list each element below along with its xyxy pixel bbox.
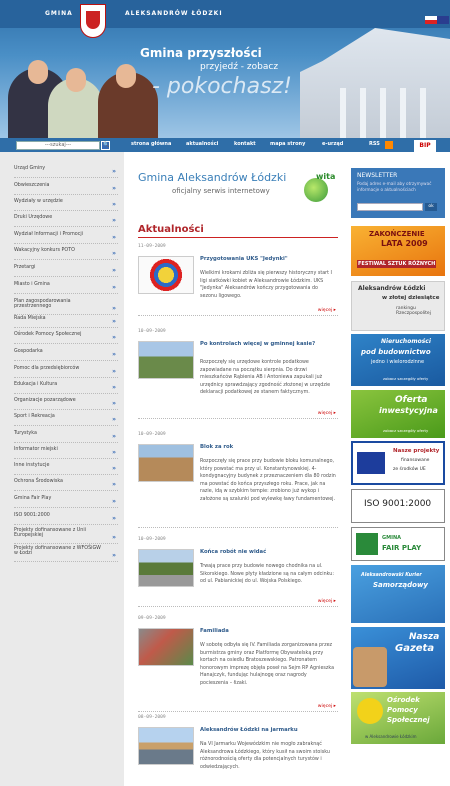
sidebar-item[interactable] <box>14 382 118 394</box>
sidebar-item[interactable] <box>14 463 118 475</box>
header <box>0 0 450 138</box>
news-date: 08-09-2009 <box>138 715 166 720</box>
bip-logo[interactable]: BIP <box>414 140 436 152</box>
sidebar-item-label: Projekty dofinansowane z WFOŚiGW w Łodzi <box>14 546 101 556</box>
promo-text: ze środków UE <box>393 467 426 472</box>
promo-text: Nasze projekty <box>393 448 440 454</box>
header-photo-people <box>8 60 168 138</box>
news-item <box>138 329 338 419</box>
promo-iso[interactable] <box>351 489 445 523</box>
double-chevron-right-icon: » <box>112 552 116 559</box>
sidebar-item[interactable] <box>14 414 118 426</box>
news-thumbnail[interactable] <box>138 628 194 666</box>
news-more-link[interactable]: więcej ▸ <box>318 308 336 313</box>
news-date: 09-09-2009 <box>138 616 166 621</box>
sidebar-item[interactable] <box>14 215 118 227</box>
news-item <box>138 537 338 611</box>
nav-home[interactable]: strona główna <box>131 141 172 147</box>
double-chevron-right-icon: » <box>112 465 116 472</box>
news-heading: Aktualności <box>138 224 204 235</box>
sidebar-item-label: Druki Urzędowe <box>14 215 53 220</box>
sidebar-item[interactable] <box>14 199 118 211</box>
header-gmina: GMINA <box>45 10 73 17</box>
rss-icon[interactable] <box>385 141 393 149</box>
sidebar-item[interactable] <box>14 496 118 508</box>
double-chevron-right-icon: » <box>112 168 116 175</box>
sidebar-item[interactable] <box>14 299 118 315</box>
sidebar-item[interactable] <box>14 349 118 361</box>
sidebar-item[interactable] <box>14 398 118 410</box>
sidebar-item[interactable] <box>14 282 118 294</box>
sidebar-item[interactable] <box>14 479 118 491</box>
sidebar-item-label: Pomoc dla przedsiębiorców <box>14 366 80 371</box>
news-thumbnail[interactable] <box>138 256 194 294</box>
sidebar-item[interactable] <box>14 232 118 244</box>
promo-text: zobacz szczegóły oferty <box>383 376 429 381</box>
promo-text: FAIR PLAY <box>382 544 422 552</box>
promo-text: Społecznej <box>387 716 430 724</box>
double-chevron-right-icon: » <box>112 481 116 488</box>
promo-text: GMINA <box>382 535 401 541</box>
promo-text: Oferta <box>395 395 428 405</box>
nav-rss[interactable]: RSS <box>369 141 380 147</box>
news-thumbnail[interactable] <box>138 727 194 765</box>
sidebar-item-label: Urząd Gminy <box>14 166 46 171</box>
sidebar-item-label: Edukacja i Kultura <box>14 382 58 387</box>
news-title[interactable]: Familiada <box>200 628 229 634</box>
promo-text: ISO 9001:2000 <box>364 499 432 509</box>
header-photo-building <box>300 28 450 138</box>
nav-contact[interactable]: kontakt <box>234 141 256 147</box>
sidebar-item-label: Wydział Informacji i Promocji <box>14 232 84 237</box>
sidebar-item-label: Sport i Rekreacja <box>14 414 55 419</box>
double-chevron-right-icon: » <box>112 305 116 312</box>
news-text: W sobotę odbyła się IV. Familiada zorganizowana przez burmistrza gminy oraz Platformę Obywatelską przy kortach na osiedlu Bratoszewskiego. Patronatem honorowym imprezę objęła poseł na Sejm RP Agnieszka Hanajczyk, fundując hulajnogę oraz nagrody pocieszenia – łizaki. <box>200 643 335 686</box>
sidebar-item-label: Miasto i Gmina <box>14 282 50 287</box>
slogan-big: - pokochasz! <box>152 74 292 99</box>
promo-text: pod budownictwo <box>361 348 431 356</box>
sidebar-item-label: Informator miejski <box>14 447 58 452</box>
sidebar-item-label: Projekty dofinansowane z Unii Europejskiej <box>14 528 87 538</box>
coat-of-arms-icon[interactable] <box>80 4 106 38</box>
sidebar-item-label: Obwieszczenia <box>14 183 50 188</box>
promo-fair-play[interactable] <box>351 527 445 561</box>
promo-nasza-gazeta[interactable] <box>351 627 445 689</box>
sidebar-item-label: Ochrona Środowiska <box>14 479 63 484</box>
banner-wita: wita <box>316 172 336 181</box>
promo-text: LATA 2009 <box>381 239 428 248</box>
promo-text: Aleksandrowski Kurier <box>361 573 422 578</box>
news-more-link[interactable]: więcej ▸ <box>318 599 336 604</box>
newsletter-title: NEWSLETTER <box>357 172 398 179</box>
news-thumbnail[interactable] <box>138 549 194 587</box>
news-date: 11-09-2009 <box>138 244 166 249</box>
sidebar-item[interactable] <box>14 166 118 178</box>
search-button[interactable] <box>101 141 110 150</box>
newsletter-email-input[interactable] <box>357 203 423 211</box>
double-chevron-right-icon: » <box>112 400 116 407</box>
newspaper-reader-photo <box>353 647 387 687</box>
news-item <box>138 616 338 708</box>
sidebar-item-label: ISO 9001:2000 <box>14 513 50 518</box>
nav-sitemap[interactable]: mapa strony <box>270 141 306 147</box>
double-chevron-right-icon: » <box>112 384 116 391</box>
newsletter-ok-button[interactable]: ok <box>425 203 437 211</box>
news-item <box>138 244 338 314</box>
sidebar-item[interactable] <box>14 366 118 378</box>
double-chevron-right-icon: » <box>112 284 116 291</box>
double-chevron-right-icon: » <box>112 318 116 325</box>
double-chevron-right-icon: » <box>112 217 116 224</box>
promo-eu-projects[interactable] <box>351 441 445 485</box>
double-chevron-right-icon: » <box>112 334 116 341</box>
globe-icon <box>304 178 328 202</box>
banner-subtitle: oficjalny serwis internetowy <box>172 187 270 195</box>
promo-text: Gazeta <box>395 643 435 654</box>
promo-ranking[interactable] <box>351 281 445 331</box>
flag-en-icon[interactable] <box>437 16 449 24</box>
sidebar-item[interactable] <box>14 316 118 328</box>
double-chevron-right-icon: » <box>112 234 116 241</box>
sidebar-item-label: Inne instytucje <box>14 463 50 468</box>
social-welfare-logo-icon <box>357 698 383 724</box>
news-date: 10-09-2009 <box>138 329 166 334</box>
promo-text: Pomocy <box>387 706 418 714</box>
double-chevron-right-icon: » <box>112 185 116 192</box>
sidebar-item-label: Organizacje pozarządowe <box>14 398 76 403</box>
sidebar-item[interactable] <box>14 332 118 344</box>
fair-play-logo-icon <box>356 533 378 555</box>
double-chevron-right-icon: » <box>112 250 116 257</box>
news-heading-divider <box>138 237 338 238</box>
news-title[interactable]: Po kontrolach więcej w gminnej kasie? <box>200 341 316 347</box>
sidebar-item-label: Gmina Fair Play <box>14 496 52 501</box>
sidebar-item[interactable] <box>14 546 118 562</box>
double-chevron-right-icon: » <box>112 416 116 423</box>
flag-pl-icon[interactable] <box>425 16 437 24</box>
double-chevron-right-icon: » <box>112 201 116 208</box>
news-title[interactable]: Blok za rok <box>200 444 234 450</box>
double-chevron-right-icon: » <box>112 267 116 274</box>
news-thumbnail[interactable] <box>138 341 194 379</box>
news-more-link[interactable]: więcej ▸ <box>318 411 336 416</box>
news-text: Trwają prace przy budowie nowego chodnika na ul. Sikorskiego. Nowe płyty kładzione są na całym odcinku: od ul. Pabianickiej do ul. Wojska Polskiego. <box>200 564 334 584</box>
promo-investment-offer[interactable] <box>351 390 445 438</box>
eu-flag-icon <box>357 452 385 474</box>
promo-text: w złotej dziesiątce <box>382 295 440 301</box>
double-chevron-right-icon: » <box>112 368 116 375</box>
promo-text: inwestycyjna <box>379 406 438 415</box>
newsletter-text: Podaj adres e-mail aby otrzymywać informacje o aktualnościach <box>357 181 432 192</box>
news-date: 10-09-2009 <box>138 537 166 542</box>
sidebar-item[interactable] <box>14 248 118 260</box>
sidebar-item-label: Wydziały w urzędzie <box>14 199 63 204</box>
sidebar-item-label: Wakacyjny konkurs POTO <box>14 248 75 253</box>
promo-local-courier[interactable] <box>351 565 445 623</box>
sidebar-item-label: Rada Miejska <box>14 316 46 321</box>
news-title[interactable]: Końca robót nie widać <box>200 549 267 555</box>
sidebar-item-label: Turystyka <box>14 431 37 436</box>
sidebar-item[interactable] <box>14 183 118 195</box>
news-text: Rozpoczęły się urzędowe kontrole podatkowe zapowiadane na początku sierpnia. Do drzwi mieszkańców Rąbienia AB i Antoniewa zapukali już urzędnicy sprawdzający zgodność złożonej w urzędzie deklaracji podatkowej ze stanem faktycznym. <box>200 360 331 395</box>
sidebar-item[interactable] <box>14 513 118 525</box>
promo-text: Samorządowy <box>373 581 428 589</box>
promo-real-estate[interactable] <box>351 334 445 386</box>
news-more-link[interactable]: więcej ▸ <box>318 704 336 709</box>
promo-text: w Aleksandrowie Łódzkim <box>365 734 417 739</box>
promo-text: ZAKOŃCZENIE <box>369 230 425 238</box>
sidebar-item[interactable] <box>14 528 118 544</box>
search-input[interactable]: ---szukaj--- <box>16 141 100 150</box>
double-chevron-right-icon: » <box>112 534 116 541</box>
promo-text: Ośrodek <box>387 696 420 704</box>
sidebar-item[interactable] <box>14 431 118 443</box>
news-thumbnail[interactable] <box>138 444 194 482</box>
nav-e-office[interactable]: e-urząd <box>322 141 344 147</box>
promo-text: Nasza <box>409 632 440 642</box>
nav-news[interactable]: aktualności <box>186 141 219 147</box>
promo-text: finansowane <box>401 458 430 463</box>
promo-text: zobacz szczegóły oferty <box>383 428 429 433</box>
news-item <box>138 432 338 528</box>
double-chevron-right-icon: » <box>112 351 116 358</box>
promo-text: jedno i wielorodzinne <box>371 359 425 365</box>
sidebar-item[interactable] <box>14 447 118 459</box>
news-item <box>138 715 338 785</box>
news-text: Rozpoczęły się prace przy budowie bloku komunalnego, który powstać ma przy ul. Konstantynowskiej. 4-kondygnacyjny budynek z przeznaczeniem dla 80 rodzin ma powstać do końca przyszłego roku. Prace, jak na razie, idą w szybkim tempie: zrobiono już wykop i założone są szalunki pod wylewkę ławy fundamentowej. <box>200 459 336 502</box>
promo-text: Nieruchomości <box>381 338 431 345</box>
double-chevron-right-icon: » <box>112 498 116 505</box>
banner-title: Gmina Aleksandrów Łódzki <box>138 171 287 184</box>
news-text: Wielkimi krokami zbliża się pierwszy historyczny start I ligi siatkówki kobiet w Aleksandrowie Łódzkim. UKS "Jedynka" Aleksandrów kończy przygotowania do sezonu ligowego. <box>200 271 332 299</box>
sidebar-item[interactable] <box>14 265 118 277</box>
double-chevron-right-icon: » <box>112 515 116 522</box>
sidebar-item-label: Ośrodek Pomocy Społecznej <box>14 332 82 337</box>
news-text: Na VI Jarmarku Wojewódzkim nie mogło zabraknąć Aleksandrowa Łódzkiego, który kusił na swoim stoisku różnorodnością oferty dla potencjalnych turystów i odwiedzających. <box>200 742 330 770</box>
sidebar-item-label: Plan zagospodarowania przestrzennego <box>14 299 71 309</box>
sidebar-item-label: Przetargi <box>14 265 36 270</box>
header-town-name: ALEKSANDRÓW ŁÓDZKI <box>125 10 223 17</box>
promo-text: rankingu Rzeczpospolitej <box>396 306 431 316</box>
slogan-sub: przyjedź - zobacz <box>200 62 279 72</box>
news-title[interactable]: Aleksandrów Łódzki na jarmarku <box>200 727 298 733</box>
double-chevron-right-icon: » <box>112 433 116 440</box>
promo-text: FESTIWAL SZTUK RÓŻNYCH <box>358 261 436 267</box>
promo-festival[interactable] <box>351 226 445 276</box>
news-title[interactable]: Przygotowania UKS "Jedynki" <box>200 256 288 262</box>
news-date: 10-09-2009 <box>138 432 166 437</box>
sidebar-item-label: Gospodarka <box>14 349 43 354</box>
double-chevron-right-icon: » <box>112 449 116 456</box>
promo-text: Aleksandrów Łódzki <box>358 285 426 292</box>
slogan-main: Gmina przyszłości <box>140 46 262 60</box>
promo-social-welfare[interactable] <box>351 692 445 744</box>
